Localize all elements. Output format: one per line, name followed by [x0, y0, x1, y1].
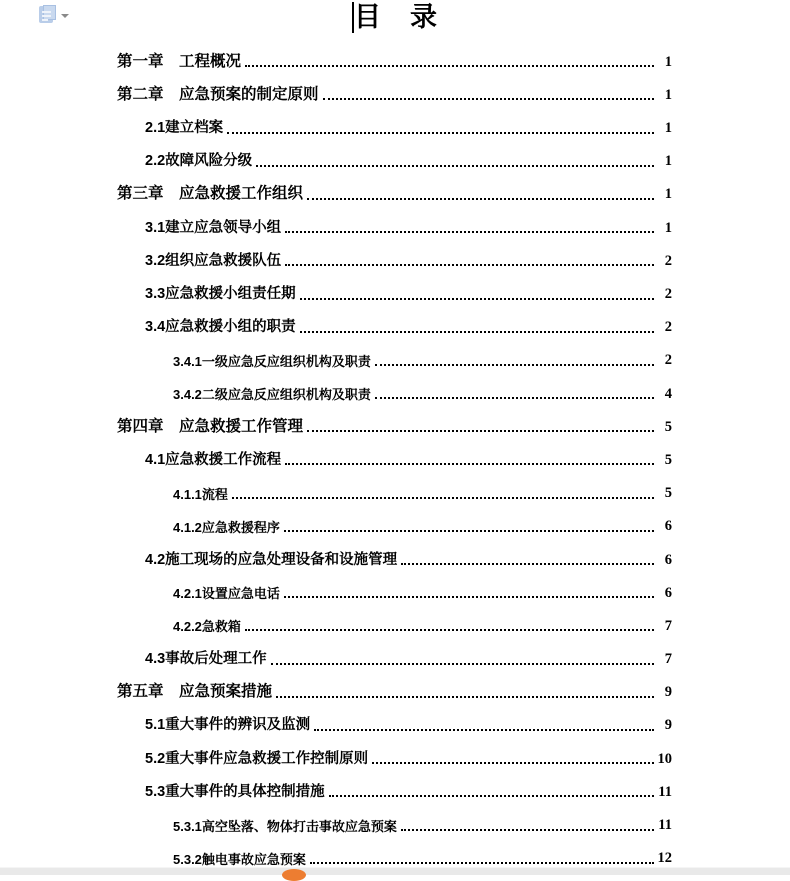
toc-entry-page-number: 2	[664, 286, 672, 302]
toc-entry[interactable]	[0, 408, 790, 441]
toc-entry[interactable]	[0, 209, 790, 242]
toc-entry-page-number: 6	[664, 551, 672, 568]
toc-entry-page-number: 5	[664, 485, 672, 502]
toc-entry-label: 3.4.2二级应急反应组织机构及职责	[173, 387, 371, 403]
toc-entry-label: 4.3事故后处理工作	[145, 651, 267, 668]
toc-entry[interactable]	[0, 375, 790, 408]
toc-entry-page-number: 9	[664, 684, 672, 701]
toc-entry-page-number: 1	[664, 120, 672, 137]
toc-entry[interactable]	[0, 143, 790, 176]
toc-entry-label: 2.1建立档案	[145, 120, 224, 137]
toc-entry[interactable]	[0, 43, 790, 76]
toc-entry-label: 3.4应急救援小组的职责	[145, 319, 296, 336]
toc-entry-label: 5.3重大事件的具体控制措施	[145, 783, 325, 800]
dot-leader	[227, 132, 654, 134]
toc-entry[interactable]	[0, 474, 790, 507]
toc-entry-label: 第三章 应急救援工作组织	[117, 185, 304, 203]
toc-entry-label: 4.2施工现场的应急处理设备和设施管理	[145, 551, 398, 568]
toc-entry[interactable]	[0, 640, 790, 673]
dot-leader	[285, 463, 654, 465]
toc-entry-label: 5.2重大事件应急救援工作控制原则	[145, 750, 369, 767]
toc-entry-page-number: 9	[664, 717, 672, 734]
toc-entry-label: 3.2组织应急救援队伍	[145, 252, 282, 269]
orange-shape-peek	[282, 869, 306, 881]
dot-leader	[300, 298, 654, 300]
dot-leader	[401, 563, 654, 565]
toc-entry-label: 4.1.2应急救援程序	[173, 519, 280, 535]
toc-entry-page-number: 6	[664, 584, 672, 601]
dot-leader	[284, 596, 654, 598]
toc-entry-label: 3.1建立应急领导小组	[145, 219, 282, 236]
dot-leader	[375, 397, 654, 399]
toc-entry-page-number: 1	[664, 86, 672, 103]
toc-entry[interactable]	[0, 773, 790, 806]
toc-entry-label: 2.2故障风险分级	[145, 153, 253, 170]
toc-entry-page-number: 11	[658, 783, 672, 800]
toc-entry-page-number: 2	[664, 252, 672, 269]
toc-entry-label: 4.2.1设置应急电话	[173, 586, 280, 602]
toc-entry-page-number: 6	[664, 518, 672, 535]
dot-leader	[310, 862, 654, 864]
toc-entry[interactable]	[0, 275, 790, 308]
dot-leader	[271, 663, 654, 665]
toc-entry-label: 5.1重大事件的辨识及监测	[145, 717, 311, 734]
toc-entry[interactable]	[0, 76, 790, 109]
toc-entry-page-number: 11	[658, 817, 672, 833]
dot-leader	[284, 530, 654, 532]
toc-entry-page-number: 1	[664, 219, 672, 236]
toc-entry[interactable]	[0, 242, 790, 275]
dot-leader	[323, 98, 654, 100]
dot-leader	[300, 331, 654, 333]
page-bottom-strip	[0, 867, 790, 875]
toc-entry[interactable]	[0, 740, 790, 773]
toc-entry-page-number: 2	[664, 352, 672, 369]
dot-leader	[232, 497, 654, 499]
toc-entry[interactable]	[0, 342, 790, 375]
dot-leader	[285, 231, 654, 233]
toc-entry-page-number: 7	[664, 617, 672, 634]
toc-entry[interactable]	[0, 707, 790, 740]
dot-leader	[314, 729, 654, 731]
dot-leader	[329, 795, 654, 797]
toc-entry-page-number: 1	[664, 186, 672, 203]
toc-entry[interactable]	[0, 607, 790, 640]
toc-entry-page-number: 1	[664, 153, 672, 170]
toc-entry[interactable]	[0, 309, 790, 342]
toc-entry[interactable]	[0, 508, 790, 541]
toc-entry[interactable]	[0, 806, 790, 839]
toc-entry[interactable]	[0, 176, 790, 209]
toc-entry-page-number: 1	[664, 53, 672, 70]
page-title: 目 录	[354, 2, 438, 32]
toc-entry[interactable]	[0, 441, 790, 474]
toc-entry[interactable]	[0, 574, 790, 607]
dot-leader	[372, 762, 653, 764]
dot-leader	[307, 198, 654, 200]
toc-entry-page-number: 12	[657, 850, 672, 867]
dot-leader	[307, 430, 654, 432]
table-of-contents	[0, 43, 790, 873]
toc-entry-label: 4.2.2急救箱	[173, 619, 241, 635]
toc-entry-page-number: 10	[657, 750, 672, 767]
dot-leader	[256, 165, 654, 167]
toc-entry-label: 第二章 应急预案的制定原则	[117, 85, 319, 103]
toc-entry-page-number: 5	[664, 451, 672, 468]
toc-entry[interactable]	[0, 109, 790, 142]
toc-entry-page-number: 5	[664, 418, 672, 435]
toc-entry-label: 4.1应急救援工作流程	[145, 451, 282, 468]
dot-leader	[245, 65, 654, 67]
dot-leader	[245, 629, 654, 631]
toc-entry-label: 5.3.1高空坠落、物体打击事故应急预案	[173, 818, 397, 834]
toc-entry-label: 第四章 应急救援工作管理	[117, 417, 304, 435]
toc-entry-page-number: 4	[664, 385, 672, 402]
toc-entry-label: 3.4.1一级应急反应组织机构及职责	[173, 353, 371, 369]
toc-entry-label: 5.3.2触电事故应急预案	[173, 851, 306, 867]
toc-entry[interactable]	[0, 541, 790, 574]
toc-entry-label: 4.1.1流程	[173, 486, 228, 502]
dot-leader	[375, 364, 654, 366]
title-row	[0, 0, 790, 40]
toc-entry-label: 3.3应急救援小组责任期	[145, 286, 296, 302]
dot-leader	[401, 829, 654, 831]
toc-entry-page-number: 2	[664, 319, 672, 336]
dot-leader	[285, 264, 654, 266]
toc-entry-label: 第五章 应急预案措施	[117, 683, 273, 701]
toc-entry-page-number: 7	[664, 651, 672, 668]
toc-entry[interactable]	[0, 674, 790, 707]
dot-leader	[276, 696, 654, 698]
toc-entry-label: 第一章 工程概况	[117, 52, 242, 70]
